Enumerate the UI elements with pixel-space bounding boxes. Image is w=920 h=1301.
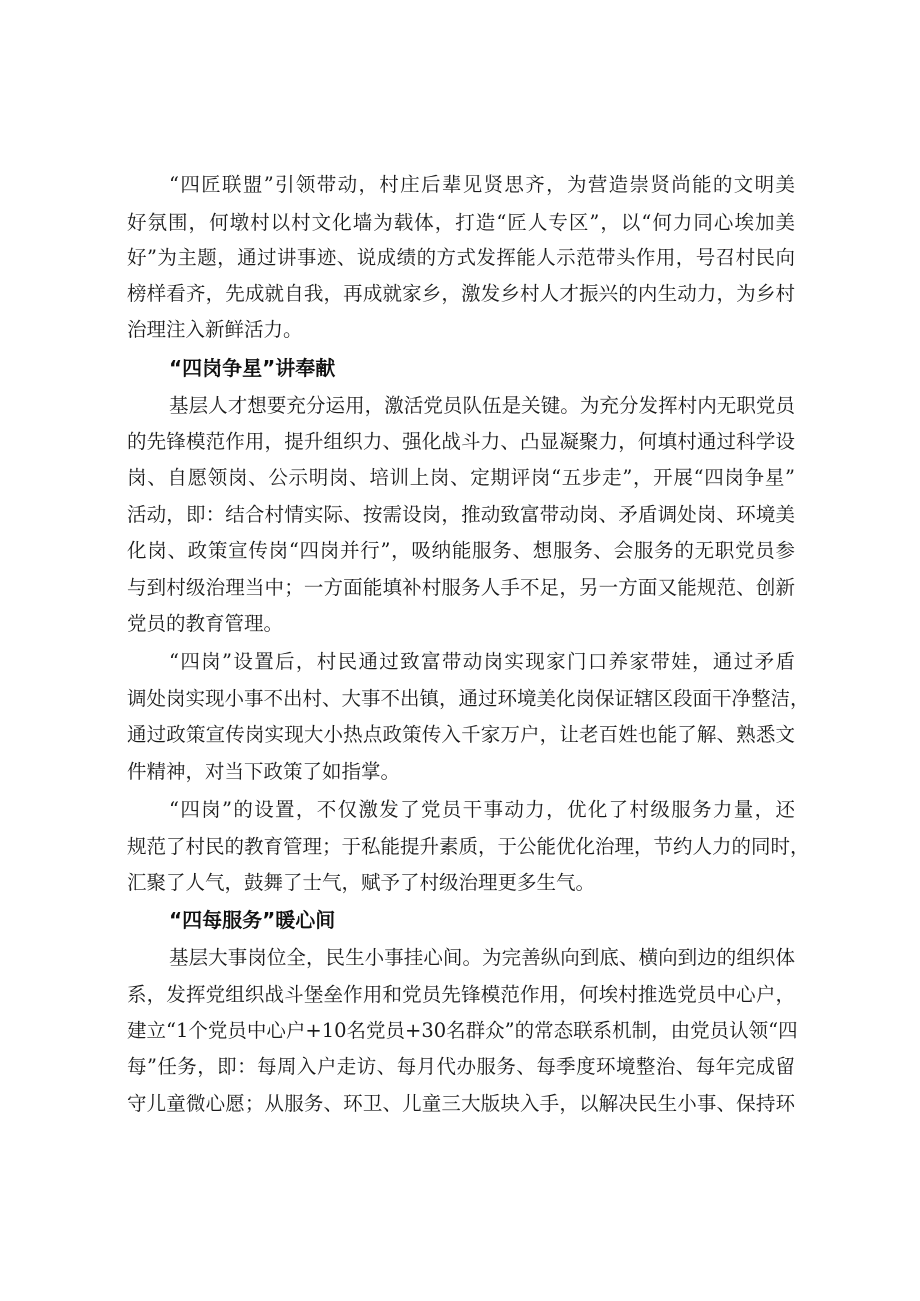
paragraph-line: 汇聚了人气，鼓舞了士气，赋予了村级治理更多生气。 [127, 871, 596, 894]
paragraph-line: 基层大事岗位全，民生小事挂心间。为完善纵向到底、横向到边的组织体 [169, 946, 795, 969]
paragraph-line: 与到村级治理当中；一方面能填补村服务人手不足，另一方面又能规范、创新 [127, 576, 795, 599]
paragraph-line: 的先锋模范作用，提升组织力、强化战斗力、凸显凝聚力，何填村通过科学设 [127, 430, 795, 453]
paragraph-line: 调处岗实现小事不出村、大事不出镇，通过环境美化岗保证辖区段面干净整洁， [127, 687, 810, 710]
paragraph-line: 治理注入新鲜活力。 [127, 318, 303, 341]
section-heading: “四每服务”暖心间 [169, 908, 336, 932]
paragraph-line: 每”任务，即：每周入户走访、每月代办服务、每季度环境整治、每年完成留 [127, 1055, 795, 1078]
paragraph-line: “四岗”设置后，村民通过致富带动岗实现家门口养家带娃，通过矛盾 [169, 650, 795, 673]
paragraph-line: 建立“1个党员中心户+10名党员+30名群众”的常态联系机制，由党员认领“四 [127, 1019, 798, 1042]
paragraph-line: “四匠联盟”引领带动，村庄后辈见贤思齐，为营造崇贤尚能的文明美 [169, 173, 795, 196]
paragraph-line: 活动，即：结合村情实际、按需设岗，推动致富带动岗、矛盾调处岗、环境美 [127, 503, 795, 526]
paragraph-line: 化岗、政策宣传岗“四岗并行”，吸纳能服务、想服务、会服务的无职党员参 [127, 539, 795, 562]
paragraph-line: 通过政策宣传岗实现大小热点政策传入千家万户，让老百姓也能了解、熟悉文 [127, 723, 795, 746]
paragraph-line: “四岗”的设置，不仅激发了党员干事动力，优化了村级服务力量，还 [169, 798, 795, 821]
paragraph-line: 规范了村民的教育管理；于私能提升素质，于公能优化治理，节约人力的同时， [127, 835, 810, 858]
paragraph-line: 岗、自愿领岗、公示明岗、培训上岗、定期评岗“五步走”，开展“四岗争星” [127, 466, 795, 489]
paragraph-line: 榜样看齐，先成就自我，再成就家乡，激发乡村人才振兴的内生动力，为乡村 [127, 282, 795, 305]
paragraph-line: 好”为主题，通过讲事迹、说成绩的方式发挥能人示范带头作用，号召村民向 [127, 246, 795, 269]
paragraph-line: 系，发挥党组织战斗堡垒作用和党员先锋模范作用，何埃村推选党员中心户， [127, 983, 795, 1006]
paragraph-line: 守儿童微心愿；从服务、环卫、儿童三大版块入手，以解决民生小事、保持环 [127, 1092, 795, 1115]
paragraph-line: 好氛围，何墩村以村文化墙为载体，打造“匠人专区”，以“何力同心埃加美 [127, 211, 795, 234]
paragraph-line: 党员的教育管理。 [127, 612, 284, 635]
section-heading: “四岗争星”讲奉献 [169, 356, 336, 380]
paragraph-line: 件精神，对当下政策了如指掌。 [127, 760, 401, 783]
paragraph-line: 基层人才想要充分运用，激活党员队伍是关键。为充分发挥村内无职党员 [169, 394, 795, 417]
